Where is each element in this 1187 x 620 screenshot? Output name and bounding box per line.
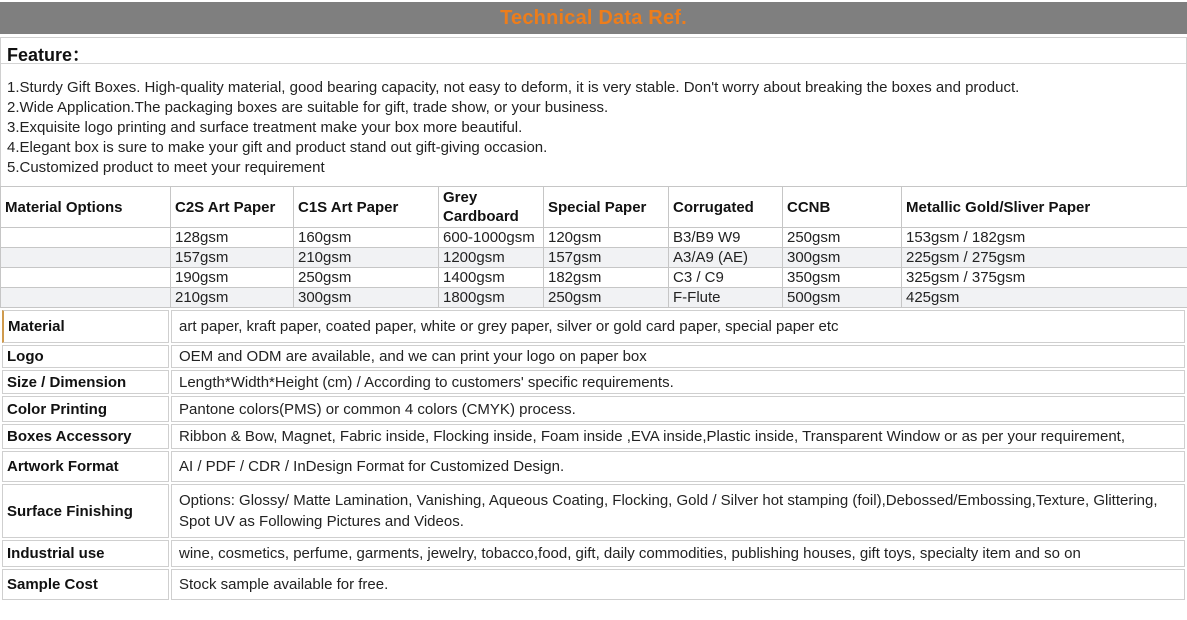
spec-col-header: Grey Cardboard (439, 187, 544, 228)
spec-cell: B3/B9 W9 (669, 228, 783, 248)
detail-row-industrial-use (2, 540, 1185, 567)
feature-section (0, 37, 1187, 186)
spec-cell (1, 228, 171, 248)
detail-label: Logo (2, 345, 169, 368)
detail-value: Options: Glossy/ Matte Lamination, Vanishing, Aqueous Coating, Flocking, Gold / Silver hot stamping (foil),Debossed/Embossing,Texture, Glittering, Spot UV as Following Pictures and Videos. (171, 484, 1185, 538)
feature-item: 2.Wide Application.The packaging boxes are suitable for gift, trade show, or your business. (7, 99, 609, 116)
detail-label: Boxes Accessory (2, 424, 169, 449)
spec-cell: 1800gsm (439, 288, 544, 308)
spec-cell: 1200gsm (439, 248, 544, 268)
detail-label: Industrial use (2, 540, 169, 567)
spec-cell (1, 248, 171, 268)
spec-header-row (1, 187, 1187, 228)
feature-item: 1.Sturdy Gift Boxes. High-quality material, good bearing capacity, not easy to deform, it is very stable. Don't worry about breaking the boxes and product. (7, 79, 1020, 96)
spec-cell: 350gsm (783, 268, 902, 288)
spec-cell: 210gsm (171, 288, 294, 308)
spec-col-header: CCNB (783, 187, 902, 228)
spec-col-header: Material Options (1, 187, 171, 228)
spec-cell: 128gsm (171, 228, 294, 248)
detail-row-surface-finishing (2, 484, 1185, 538)
spec-cell: 225gsm / 275gsm (902, 248, 1187, 268)
detail-value: wine, cosmetics, perfume, garments, jewelry, tobacco,food, gift, daily commodities, publishing houses, gift toys, specialty item and so on (171, 540, 1185, 567)
spec-cell: 250gsm (783, 228, 902, 248)
spec-row (1, 268, 1187, 288)
spec-cell: 160gsm (294, 228, 439, 248)
spec-cell: 157gsm (544, 248, 669, 268)
spec-cell: 250gsm (544, 288, 669, 308)
detail-row-material (2, 310, 1185, 343)
detail-row-sample-cost (2, 569, 1185, 600)
product-detail-table (0, 308, 1187, 602)
spec-row (1, 228, 1187, 248)
feature-list (1, 64, 1186, 186)
page-title: Technical Data Ref. (500, 6, 687, 29)
spec-col-header: Special Paper (544, 187, 669, 228)
spec-cell: 190gsm (171, 268, 294, 288)
section-title-bar (0, 2, 1187, 34)
spec-cell: 210gsm (294, 248, 439, 268)
spec-cell: 250gsm (294, 268, 439, 288)
feature-item: 4.Elegant box is sure to make your gift and product stand out gift-giving occasion. (7, 139, 548, 156)
spec-cell (1, 268, 171, 288)
detail-value: OEM and ODM are available, and we can print your logo on paper box (171, 345, 1185, 368)
spec-col-header: Corrugated (669, 187, 783, 228)
spec-cell: C3 / C9 (669, 268, 783, 288)
spec-cell: 300gsm (783, 248, 902, 268)
feature-heading: Feature： (1, 38, 1186, 64)
detail-value: Pantone colors(PMS) or common 4 colors (CMYK) process. (171, 396, 1185, 422)
detail-value: AI / PDF / CDR / InDesign Format for Customized Design. (171, 451, 1185, 482)
spec-cell: 157gsm (171, 248, 294, 268)
spec-row (1, 288, 1187, 308)
spec-col-header: C2S Art Paper (171, 187, 294, 228)
spec-cell: 425gsm (902, 288, 1187, 308)
spec-cell: 500gsm (783, 288, 902, 308)
detail-row-color-printing (2, 396, 1185, 422)
material-options-table (0, 186, 1187, 308)
detail-label: Surface Finishing (2, 484, 169, 538)
detail-row-boxes-accessory (2, 424, 1185, 449)
spec-cell: 600-1000gsm (439, 228, 544, 248)
spec-cell: 120gsm (544, 228, 669, 248)
detail-row-logo (2, 345, 1185, 368)
detail-value: Stock sample available for free. (171, 569, 1185, 600)
spec-cell: 325gsm / 375gsm (902, 268, 1187, 288)
spec-cell: F-Flute (669, 288, 783, 308)
spec-cell: 1400gsm (439, 268, 544, 288)
detail-value: art paper, kraft paper, coated paper, white or grey paper, silver or gold card paper, special paper etc (171, 310, 1185, 343)
detail-label: Size / Dimension (2, 370, 169, 394)
detail-value: Length*Width*Height (cm) / According to customers' specific requirements. (171, 370, 1185, 394)
spec-col-header: Metallic Gold/Sliver Paper (902, 187, 1187, 228)
detail-label: Color Printing (2, 396, 169, 422)
spec-cell: 182gsm (544, 268, 669, 288)
detail-row-size-dimension (2, 370, 1185, 394)
spec-col-header: C1S Art Paper (294, 187, 439, 228)
feature-item: 5.Customized product to meet your requirement (7, 159, 325, 176)
detail-label: Sample Cost (2, 569, 169, 600)
spec-cell (1, 288, 171, 308)
feature-item: 3.Exquisite logo printing and surface treatment make your box more beautiful. (7, 119, 523, 136)
spec-cell: 153gsm / 182gsm (902, 228, 1187, 248)
spec-cell: 300gsm (294, 288, 439, 308)
detail-label: Material (2, 310, 169, 343)
spec-cell: A3/A9 (AE) (669, 248, 783, 268)
spec-row (1, 248, 1187, 268)
detail-label: Artwork Format (2, 451, 169, 482)
detail-row-artwork-format (2, 451, 1185, 482)
detail-value: Ribbon & Bow, Magnet, Fabric inside, Flocking inside, Foam inside ,EVA inside,Plastic inside, Transparent Window or as per your requirement, (171, 424, 1185, 449)
